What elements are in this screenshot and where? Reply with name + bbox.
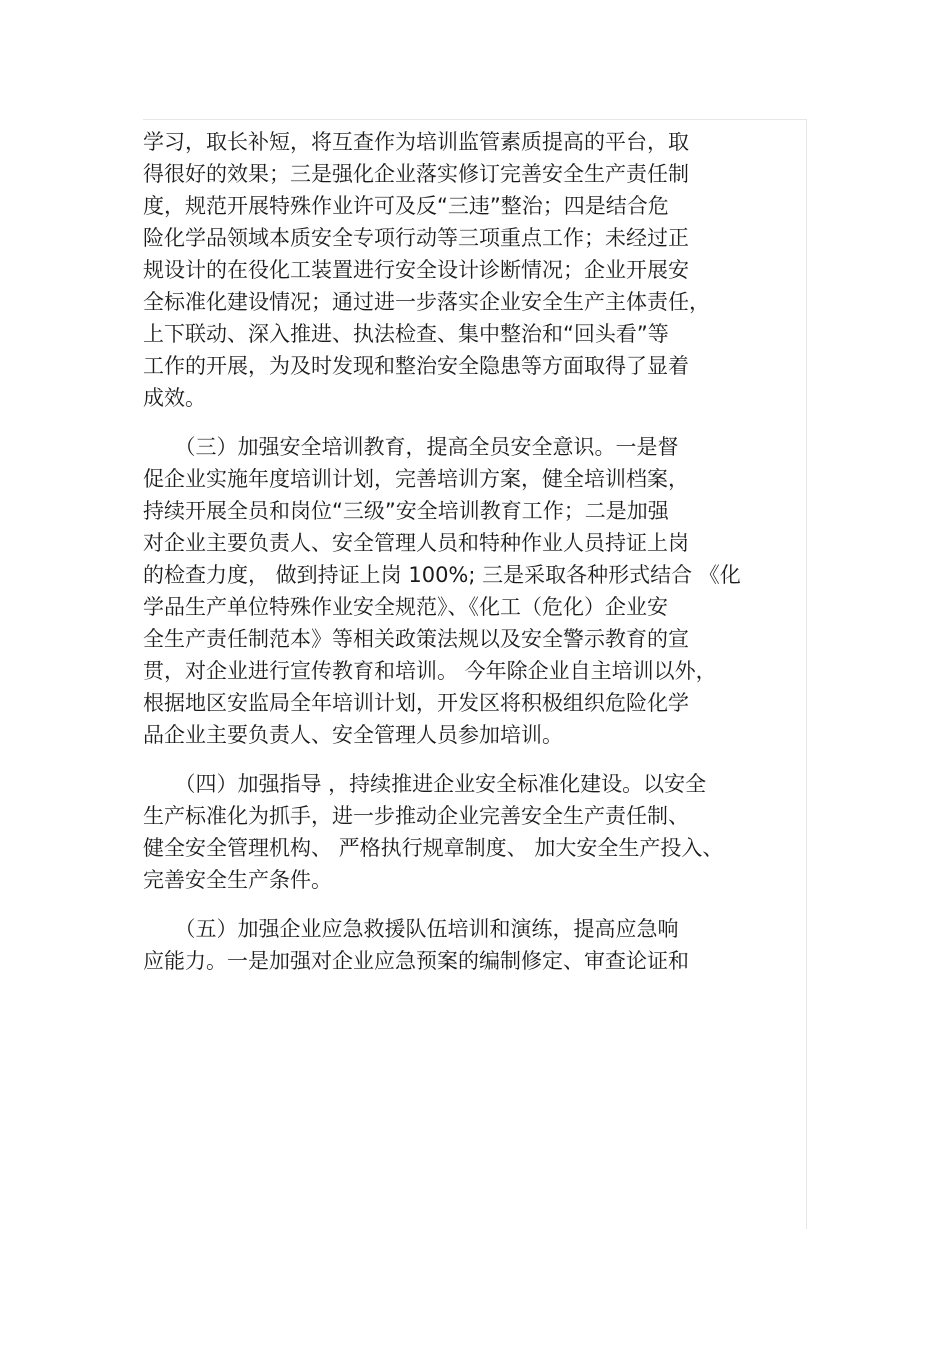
text-line: 持续开展全员和岗位“三级”安全培训教育工作；二是加强 [143, 499, 669, 523]
text-line: 全标准化建设情况；通过进一步落实企业安全生产主体责任， [143, 290, 710, 314]
text-line: 对企业主要负责人、安全管理人员和特种作业人员持证上岗 [143, 531, 689, 555]
text-line: 上下联动、深入推进、执法检查、集中整治和“回头看”等 [143, 322, 669, 346]
text-line: 应能力。一是加强对企业应急预案的编制修定、审查论证和 [143, 949, 689, 973]
section-3-heading-line: （三）加强安全培训教育，提高全员安全意识。一是督 [143, 435, 679, 459]
text-line: 的检查力度， 做到持证上岗 100%; 三是采取各种形式结合 《化 [143, 563, 741, 587]
text-line: 完善安全生产条件。 [143, 868, 332, 892]
text-line: 学品生产单位特殊作业安全规范》、《化工（危化）企业安 [143, 595, 668, 619]
text-line: 工作的开展，为及时发现和整治安全隐患等方面取得了显着 [143, 354, 689, 378]
text-line: 健全安全管理机构、 严格执行规章制度、 加大安全生产投入、 [143, 836, 724, 860]
text-line: 根据地区安监局全年培训计划，开发区将积极组织危险化学 [143, 691, 689, 715]
text-line: 贯，对企业进行宣传教育和培训。 今年除企业自主培训以外， [143, 659, 717, 683]
text-line: 险化学品领域本质安全专项行动等三项重点工作；未经过正 [143, 226, 689, 250]
text-line: 全生产责任制范本》等相关政策法规以及安全警示教育的宣 [143, 627, 689, 651]
text-line: 生产标准化为抓手，进一步推动企业完善安全生产责任制、 [143, 804, 689, 828]
text-line: 得很好的效果；三是强化企业落实修订完善安全生产责任制 [143, 162, 689, 186]
text-line: 促企业实施年度培训计划，完善培训方案，健全培训档案， [143, 467, 689, 491]
page-frame-right-border [806, 119, 807, 1229]
text-line: 学习，取长补短，将互查作为培训监管素质提高的平台，取 [143, 130, 689, 154]
text-line: 品企业主要负责人、安全管理人员参加培训。 [143, 723, 563, 747]
text-line: 度，规范开展特殊作业许可及反“三违”整治；四是结合危 [143, 194, 669, 218]
text-line: 规设计的在役化工装置进行安全设计诊断情况；企业开展安 [143, 258, 689, 282]
page-frame-top-border [143, 119, 807, 120]
section-4-heading-line: （四）加强指导 ，持续推进企业安全标准化建设。以安全 [143, 772, 707, 796]
text-line: 成效。 [143, 386, 206, 410]
section-5-heading-line: （五）加强企业应急救援队伍培训和演练，提高应急响 [143, 917, 679, 941]
body-text [143, 126, 803, 977]
